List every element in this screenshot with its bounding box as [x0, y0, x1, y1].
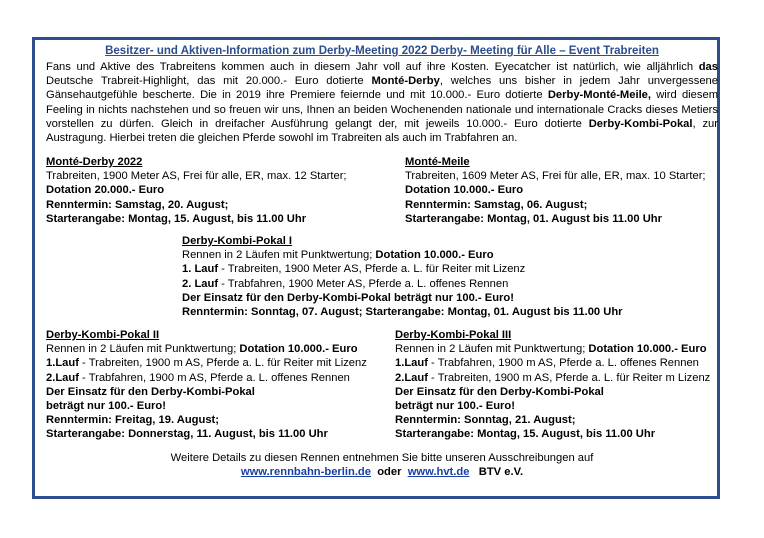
run-text: - Trabfahren, 1900 Meter AS, Pferde a. L. offenes Rennen — [218, 277, 509, 290]
intro-text: Fans und Aktive des Trabreitens kommen auch in diesem Jahr voll auf ihre Kosten. Eyecatcher ist natürlich, wie alljährlich — [46, 61, 699, 73]
kombi-pokal-2-date: Renntermin: Freitag, 19. August; — [46, 414, 220, 427]
kombi-pokal-3-heading: Derby-Kombi-Pokal III — [395, 329, 512, 341]
kombi-pokal-2-run1 — [46, 356, 367, 370]
monte-meile-block — [405, 155, 706, 226]
dotation-text: Dotation 10.000.- Euro — [239, 343, 358, 356]
run-label: 1.Lauf — [46, 357, 79, 370]
monte-meile-conditions: Trabreiten, 1609 Meter AS, Frei für alle, ER, max. 10 Starter; — [405, 170, 706, 183]
intro-text: wird diesem Feeling in nichts nachstehen und so freuen wir uns, Ihnen an beiden Wochenenden nationale und internationale Cracks dieses Metiers vorstellen zu dürfen. Gleich in dreifacher Ausführung gelangt der, mit jeweils 10.000.- Euro dotierte — [46, 89, 719, 130]
run-label: 2.Lauf — [395, 371, 428, 384]
intro-bold: das — [698, 61, 718, 73]
run-text: - Trabfahren, 1900 m AS, Pferde a. L. offenes Rennen — [78, 371, 350, 384]
intro-bold: Derby-Kombi-Pokal — [588, 117, 693, 130]
intro-text: Deutsche Trabreit-Highlight, das mit 20.000.- Euro dotierte — [46, 75, 372, 88]
kombi-pokal-2-format — [46, 342, 367, 356]
intro-paragraph — [46, 60, 718, 145]
dotation-text: Dotation 10.000.- Euro — [375, 249, 494, 262]
run-text: - Trabreiten, 1900 m AS, Pferde a. L. für Reiter m Lizenz — [427, 371, 711, 384]
run-label: 2. Lauf — [182, 277, 219, 290]
run-label: 1. Lauf — [182, 263, 219, 276]
kombi-pokal-1-block — [182, 234, 623, 319]
run-label: 2.Lauf — [46, 371, 79, 384]
kombi-pokal-3-run1 — [395, 356, 710, 370]
kombi-pokal-1-run2 — [182, 277, 623, 291]
monte-meile-heading: Monté-Meile — [405, 156, 470, 168]
monte-derby-conditions: Trabreiten, 1900 Meter AS, Frei für alle, ER, max. 12 Starter; — [46, 170, 347, 183]
monte-derby-dotation: Dotation 20.000.- Euro — [46, 184, 165, 197]
kombi-pokal-3-date: Renntermin: Sonntag, 21. August; — [395, 414, 576, 427]
kombi-pokal-1-fee: Der Einsatz für den Derby-Kombi-Pokal beträgt nur 100.- Euro! — [182, 291, 514, 304]
dotation-text: Dotation 10.000.- Euro — [588, 343, 707, 356]
kombi-pokal-2-starter: Starterangabe: Donnerstag, 11. August, bis 11.00 Uhr — [46, 428, 328, 441]
kombi-pokal-2-run2 — [46, 371, 367, 385]
rennbahn-berlin-link[interactable]: www.rennbahn-berlin.de — [240, 466, 371, 479]
kombi-pokal-3-fee-amount: beträgt nur 100.- Euro! — [395, 400, 515, 413]
kombi-pokal-1-format — [182, 248, 623, 262]
monte-meile-starter: Starterangabe: Montag, 01. August bis 11.00 Uhr — [405, 212, 662, 225]
kombi-pokal-3-run2 — [395, 371, 710, 385]
format-text: Rennen in 2 Läufen mit Punktwertung; — [46, 343, 240, 356]
kombi-pokal-3-fee: Der Einsatz für den Derby-Kombi-Pokal — [395, 385, 604, 398]
kombi-pokal-2-heading: Derby-Kombi-Pokal II — [46, 329, 160, 341]
kombi-pokal-3-starter: Starterangabe: Montag, 15. August, bis 11.00 Uhr — [395, 428, 656, 441]
kombi-pokal-2-fee: Der Einsatz für den Derby-Kombi-Pokal — [46, 385, 255, 398]
format-text: Rennen in 2 Läufen mit Punktwertung; — [395, 343, 589, 356]
monte-derby-starter: Starterangabe: Montag, 15. August, bis 11.00 Uhr — [46, 212, 307, 225]
intro-text: , welches uns bisher in jedem Jahr unvergessene Gänsehautgefühle bescherte. Die in 2019 ihre Premiere feiernde und mit 10.000.- Euro dotierte — [46, 75, 718, 102]
run-text: - Trabreiten, 1900 m AS, Pferde a. L. für Reiter mit Lizenz — [78, 357, 367, 370]
kombi-pokal-2-block — [46, 328, 367, 442]
footer — [0, 451, 764, 479]
footer-org: BTV e.V. — [478, 466, 524, 479]
monte-meile-dotation: Dotation 10.000.- Euro — [405, 184, 524, 197]
footer-links — [0, 465, 764, 479]
footer-or: oder — [377, 466, 402, 479]
monte-derby-block — [46, 155, 347, 226]
intro-text: , zur Austragung. Hierbei treten die gleichen Pferde sowohl im Trabreiten als auch im Trabfahren an. — [46, 117, 718, 145]
kombi-pokal-1-dates: Renntermin: Sonntag, 07. August; Starterangabe: Montag, 01. August bis 11.00 Uhr — [182, 306, 623, 319]
intro-bold: Derby-Monté-Meile, — [547, 89, 652, 102]
monte-meile-date: Renntermin: Samstag, 06. August; — [405, 198, 588, 211]
monte-derby-heading: Monté-Derby 2022 — [46, 156, 143, 168]
hvt-link[interactable]: www.hvt.de — [407, 466, 470, 479]
run-text: - Trabreiten, 1900 Meter AS, Pferde a. L. für Reiter mit Lizenz — [218, 263, 526, 276]
format-text: Rennen in 2 Läufen mit Punktwertung; — [182, 249, 376, 262]
kombi-pokal-1-run1 — [182, 262, 623, 276]
kombi-pokal-3-block — [395, 328, 710, 442]
footer-text: Weitere Details zu diesen Rennen entnehmen Sie bitte unseren Ausschreibungen auf — [170, 452, 594, 464]
document-title: Besitzer- und Aktiven-Information zum Derby-Meeting 2022 Derby- Meeting für Alle – Event Trabreiten — [105, 45, 659, 57]
intro-bold: Monté-Derby — [371, 75, 440, 88]
run-label: 1.Lauf — [395, 357, 428, 370]
kombi-pokal-2-fee-amount: beträgt nur 100.- Euro! — [46, 400, 166, 413]
kombi-pokal-3-format — [395, 342, 710, 356]
kombi-pokal-1-heading: Derby-Kombi-Pokal I — [182, 235, 293, 247]
monte-derby-date: Renntermin: Samstag, 20. August; — [46, 198, 229, 211]
run-text: - Trabfahren, 1900 m AS, Pferde a. L. offenes Rennen — [427, 357, 699, 370]
